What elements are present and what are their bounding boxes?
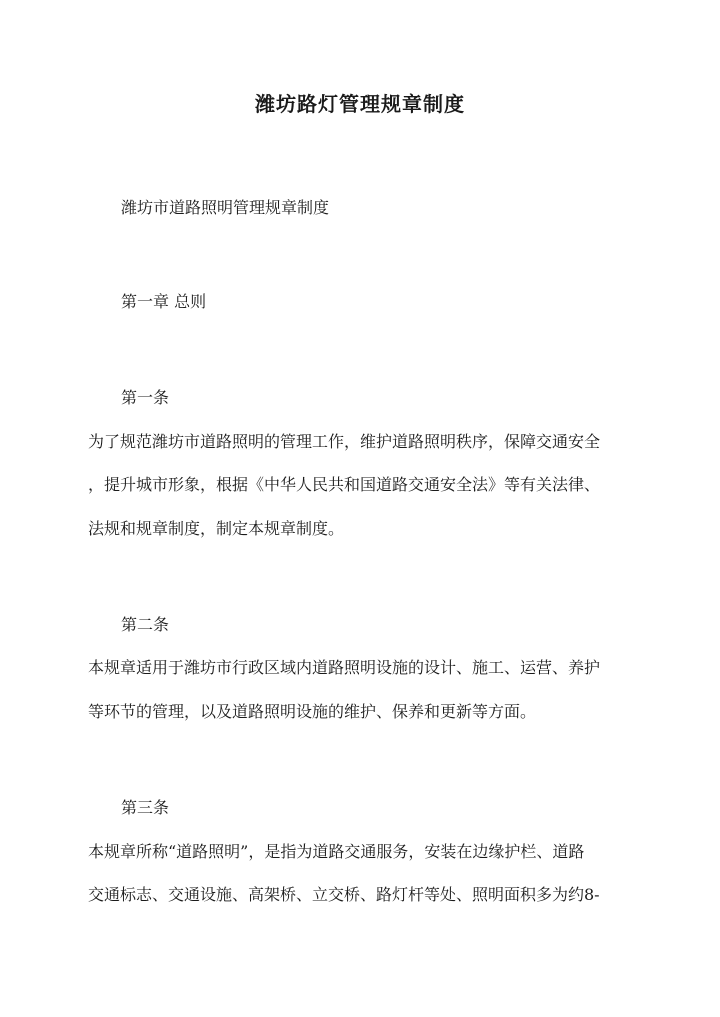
article-3-line-1: 本规章所称“道路照明”，是指为道路交通服务，安装在边缘护栏、道路 — [88, 842, 585, 861]
article-1-line-1: 为了规范潍坊市道路照明的管理工作，维护道路照明秩序，保障交通安全 — [88, 432, 601, 451]
article-2-line-2: 等环节的管理，以及道路照明设施的维护、保养和更新等方面。 — [88, 702, 537, 721]
document-subtitle: 潍坊市道路照明管理规章制度 — [121, 198, 330, 217]
article-1-line-2: ，提升城市形象，根据《中华人民共和国道路交通安全法》等有关法律、 — [88, 475, 601, 494]
article-3-heading: 第三条 — [121, 798, 170, 817]
document-title: 潍坊路灯管理规章制度 — [255, 92, 465, 116]
article-1-line-3: 法规和规章制度，制定本规章制度。 — [88, 519, 345, 538]
article-2-heading: 第二条 — [121, 615, 170, 634]
chapter-heading: 第一章 总则 — [121, 292, 207, 311]
article-1-heading: 第一条 — [121, 388, 170, 407]
article-2-line-1: 本规章适用于潍坊市行政区域内道路照明设施的设计、施工、运营、养护 — [88, 658, 601, 677]
article-3-line-2: 交通标志、交通设施、高架桥、立交桥、路灯杆等处、照明面积多为约8- — [88, 885, 600, 904]
